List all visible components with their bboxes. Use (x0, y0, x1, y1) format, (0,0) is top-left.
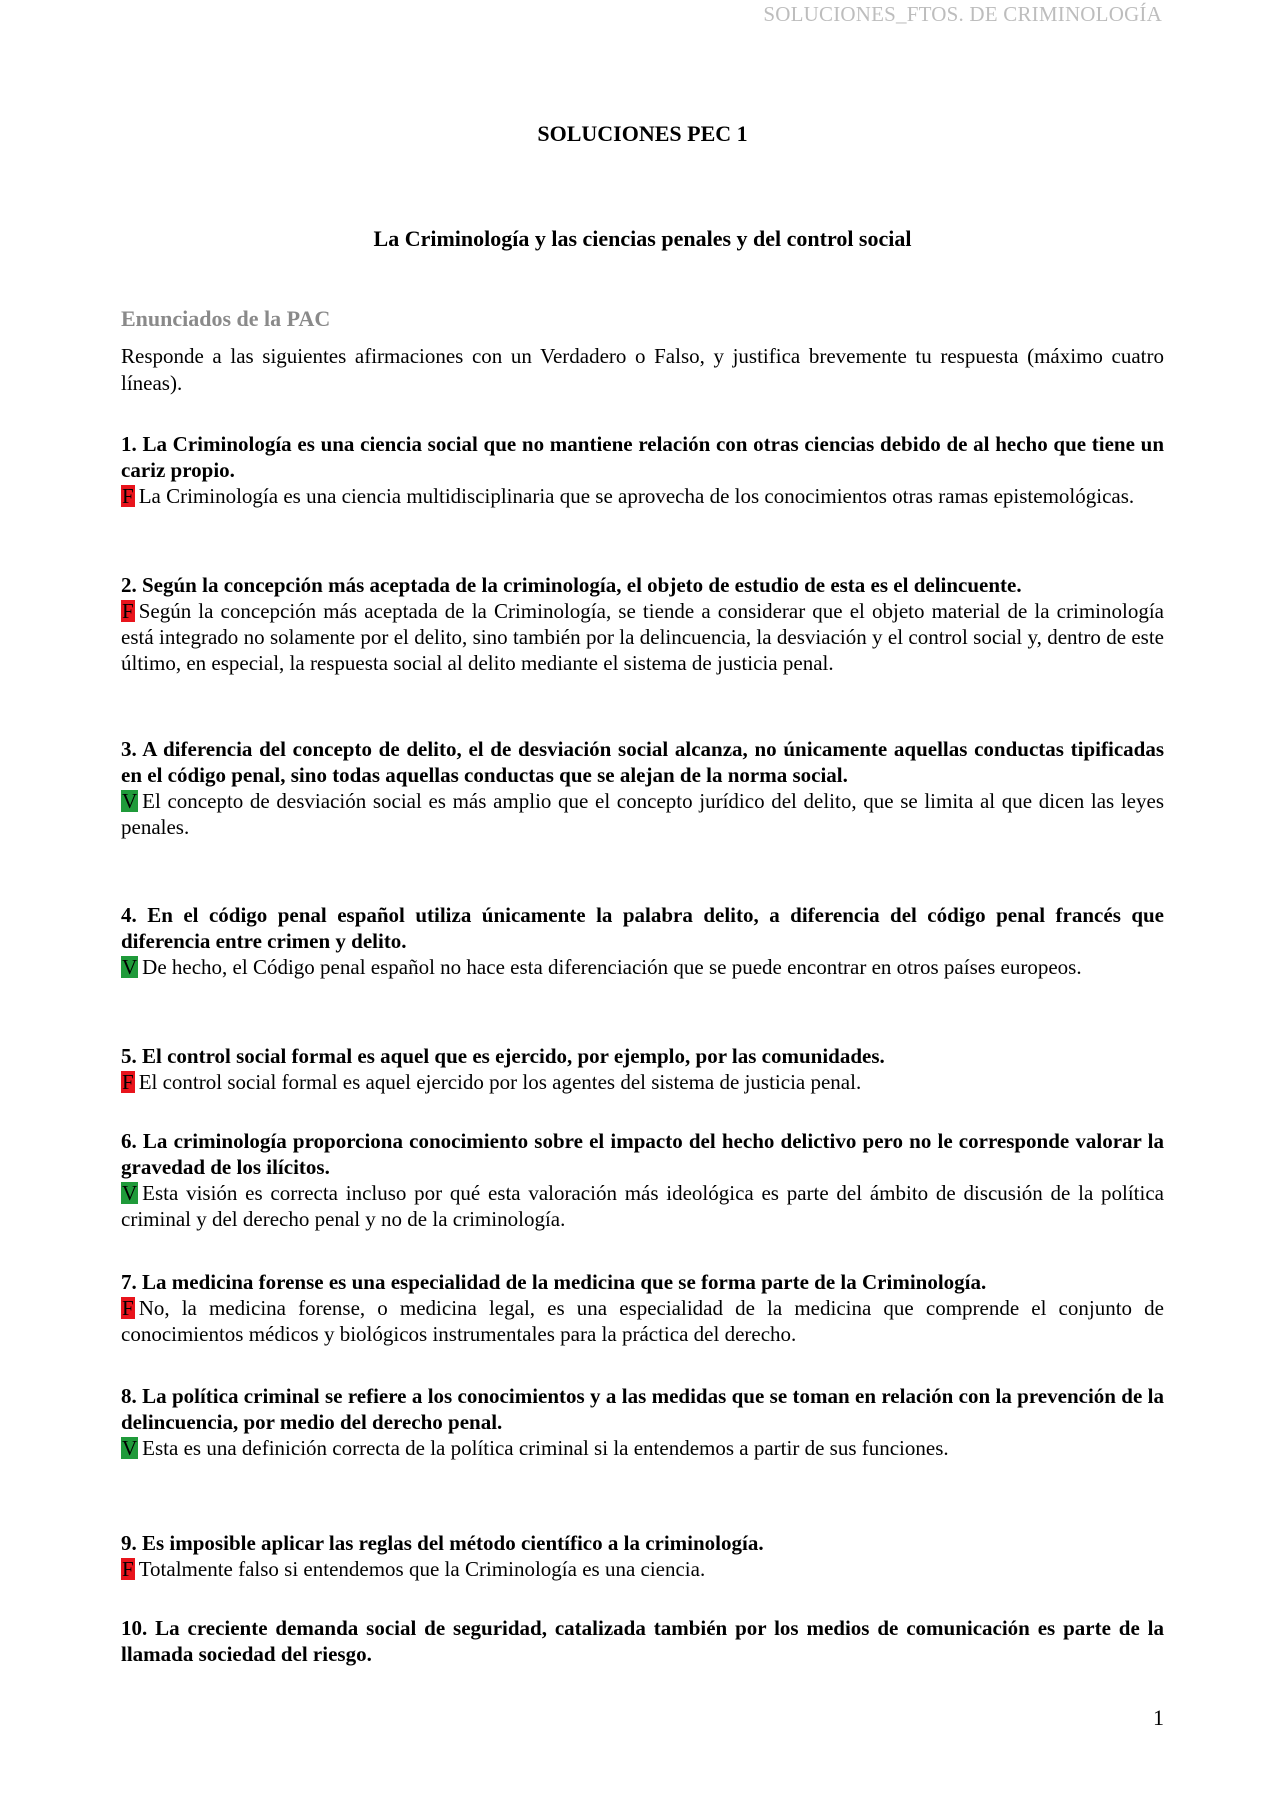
true-verdict-badge: V (122, 1181, 138, 1205)
false-verdict-badge: F (122, 1070, 134, 1094)
answer-text (121, 598, 1164, 676)
question-item-1 (121, 431, 1164, 509)
document-subtitle: La Criminología y las ciencias penales y del control social (373, 226, 912, 251)
true-verdict-badge: V (122, 1436, 138, 1460)
answer-justification: Esta es una definición correcta de la política criminal si la entendemos a partir de sus funciones. (142, 1436, 949, 1460)
instructions-paragraph: Responde a las siguientes afirmaciones con un Verdadero o Falso, y justifica brevemente tu respuesta (máximo cuatro líneas). (121, 344, 1164, 395)
answer-text (121, 1295, 1164, 1347)
answer-justification: No, la medicina forense, o medicina legal, es una especialidad de la medicina que comprende el conjunto de conocimientos médicos y biológicos instrumentales para la práctica del derecho. (121, 1296, 1164, 1346)
question-text: 8. La política criminal se refiere a los conocimientos y a las medidas que se toman en relación con la prevención de la delincuencia, por medio del derecho penal. (121, 1384, 1164, 1434)
section-heading: Enunciados de la PAC (121, 306, 331, 331)
question-item-2 (121, 572, 1164, 676)
answer-text (121, 1435, 1164, 1461)
answer-text (121, 1556, 1164, 1582)
answer-text (121, 788, 1164, 840)
answer-justification: El concepto de desviación social es más amplio que el concepto jurídico del delito, que se limita al que dicen las leyes penales. (121, 789, 1164, 839)
question-item-10 (121, 1615, 1164, 1667)
answer-text (121, 1069, 1164, 1095)
answer-text (121, 1180, 1164, 1232)
question-text: 5. El control social formal es aquel que es ejercido, por ejemplo, por las comunidades. (121, 1044, 885, 1068)
answer-justification: Según la concepción más aceptada de la Criminología, se tiende a considerar que el objeto material de la criminología está integrado no solamente por el delito, sino también por la delincuencia, la desviación y el control social y, dentro de este último, en especial, la respuesta social al delito mediante el sistema de justicia penal. (121, 599, 1164, 675)
true-verdict-badge: V (122, 789, 138, 813)
question-item-6 (121, 1128, 1164, 1232)
question-text: 6. La criminología proporciona conocimiento sobre el impacto del hecho delictivo pero no le corresponde valorar la gravedad de los ilícitos. (121, 1129, 1164, 1179)
page-number: 1 (1153, 1705, 1164, 1730)
question-text: 1. La Criminología es una ciencia social que no mantiene relación con otras ciencias debido de al hecho que tiene un cariz propio. (121, 432, 1164, 482)
question-item-7 (121, 1269, 1164, 1347)
question-text: 9. Es imposible aplicar las reglas del método científico a la criminología. (121, 1531, 764, 1555)
question-item-5 (121, 1043, 1164, 1095)
false-verdict-badge: F (122, 484, 134, 508)
question-text: 10. La creciente demanda social de seguridad, catalizada también por los medios de comunicación es parte de la llamada sociedad del riesgo. (121, 1616, 1164, 1666)
false-verdict-badge: F (122, 1296, 134, 1320)
answer-justification: La Criminología es una ciencia multidisciplinaria que se aprovecha de los conocimientos otras ramas epistemológicas. (138, 484, 1135, 508)
false-verdict-badge: F (122, 599, 134, 623)
answer-justification: De hecho, el Código penal español no hace esta diferenciación que se puede encontrar en otros países europeos. (142, 955, 1082, 979)
answer-justification: Totalmente falso si entendemos que la Criminología es una ciencia. (138, 1557, 706, 1581)
answer-justification: Esta visión es correcta incluso por qué esta valoración más ideológica es parte del ámbito de discusión de la política criminal y del derecho penal y no de la criminología. (121, 1181, 1164, 1231)
false-verdict-badge: F (122, 1557, 134, 1581)
answer-justification: El control social formal es aquel ejercido por los agentes del sistema de justicia penal. (138, 1070, 862, 1094)
answer-text (121, 483, 1164, 509)
question-text: 2. Según la concepción más aceptada de la criminología, el objeto de estudio de esta es el delincuente. (121, 573, 1022, 597)
answer-text (121, 954, 1164, 980)
question-item-8 (121, 1383, 1164, 1461)
question-text: 7. La medicina forense es una especialidad de la medicina que se forma parte de la Criminología. (121, 1270, 987, 1294)
running-header: SOLUCIONES_FTOS. DE CRIMINOLOGÍA (763, 2, 1162, 26)
question-text: 4. En el código penal español utiliza únicamente la palabra delito, a diferencia del código penal francés que diferencia entre crimen y delito. (121, 903, 1164, 953)
question-item-4 (121, 902, 1164, 980)
question-item-3 (121, 736, 1164, 840)
question-text: 3. A diferencia del concepto de delito, el de desviación social alcanza, no únicamente aquellas conductas tipificadas en el código penal, sino todas aquellas conductas que se alejan de la norma social. (121, 737, 1164, 787)
document-title: SOLUCIONES PEC 1 (537, 121, 748, 146)
true-verdict-badge: V (122, 955, 138, 979)
question-item-9 (121, 1530, 1164, 1582)
